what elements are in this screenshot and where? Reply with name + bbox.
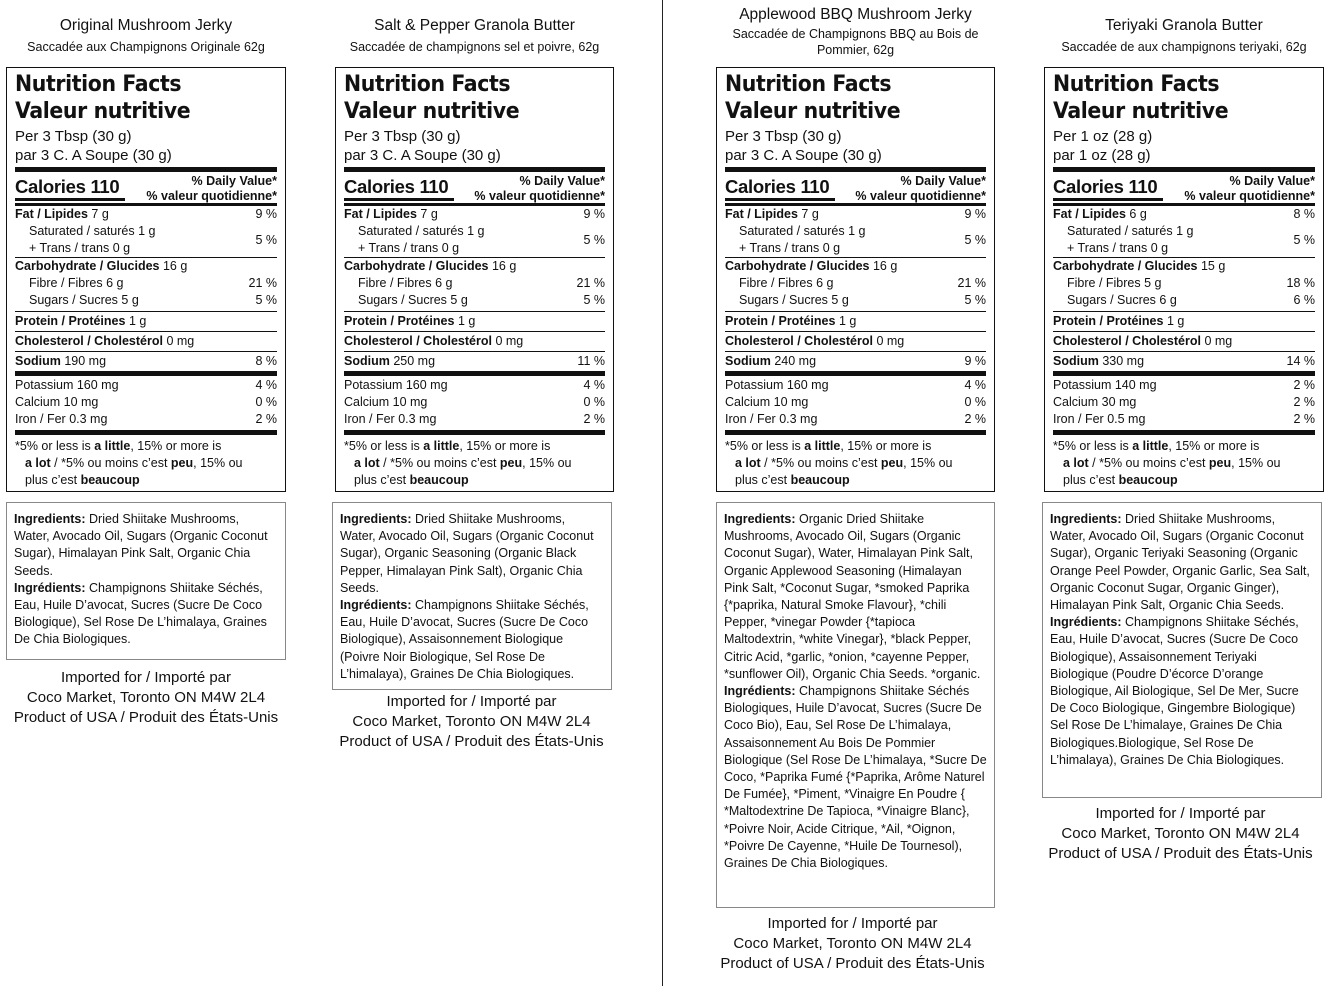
ingredients-box: [1042, 502, 1322, 798]
ingredients-fr: Ingrédients: Champignons Shiitake Séchés, Eau, Huile D’avocat, Sucres (Sucre De Coco Biologique), Sel Rose De L’himalaya, Graines De Chia Biologiques.: [14, 580, 267, 647]
daily-value-header: % Daily Value* % valeur quotidienne*: [1184, 174, 1315, 203]
imported-for-line: Imported for / Importé par: [1095, 805, 1266, 822]
calcium-row: Calcium 10 mg 0 %: [344, 395, 605, 409]
daily-value-footnote: *5% or less is a little, 15% or more is a lot / *5% ou moins c’est peu, 15% ou plus c’est beaucoup: [1053, 439, 1281, 487]
ingredients-en: Ingredients: Dried Shiitake Mushrooms, Water, Avocado Oil, Sugars (Organic Coconut Sugar), Organic Teriyaki Seasoning (Organic Orange Peel Powder, Organic Garlic, Sea Salt, Organic Coconut Sugar, Organic Ginger), Himalayan Pink Salt, Organic Chia Seeds.: [1050, 512, 1310, 613]
calories-row: [15, 172, 277, 202]
ingredients-box: [716, 502, 995, 908]
product-title: Original Mushroom Jerky: [59, 17, 233, 34]
importer-info: [710, 914, 995, 974]
calories-underline: [725, 198, 835, 201]
product-subtitle: Saccadée de champignons sel et poivre, 62g: [349, 40, 600, 54]
daily-value-footnote: *5% or less is a little, 15% or more is a lot / *5% ou moins c’est peu, 15% ou plus c’est beaucoup: [344, 439, 572, 487]
calories-underline: [1053, 198, 1163, 201]
calories-underline: [15, 198, 125, 201]
valeur-nutritive-heading: Valeur nutritive: [344, 99, 520, 124]
protein-row: Protein / Protéines 1 g: [344, 314, 476, 328]
serving-size-en: Per 3 Tbsp (30 g): [15, 128, 132, 145]
sodium-row: Sodium 250 mg 11 %: [344, 354, 605, 368]
sugars-row: Sugars / Sucres 5 g 5 %: [739, 293, 986, 307]
product-subtitle: Saccadée de aux champignons teriyaki, 62g: [1061, 40, 1307, 54]
potassium-row: Potassium 140 mg 2 %: [1053, 378, 1315, 392]
product-title: Applewood BBQ Mushroom Jerky: [739, 6, 972, 23]
fat-row: Fat / Lipides 7 g 9 %: [15, 207, 277, 221]
ingredients-en: Ingredients: Dried Shiitake Mushrooms, Water, Avocado Oil, Sugars (Organic Coconut Sugar), Organic Seasoning (Organic Black Pepper, Himalayan Pink Salt), Organic Chia Seeds.: [340, 512, 594, 595]
thick-rule: [1053, 371, 1315, 376]
calories-value: Calories 110: [725, 176, 830, 197]
imported-for-line: Imported for / Importé par: [767, 915, 938, 932]
fat-row: Fat / Lipides 6 g 8 %: [1053, 207, 1315, 221]
calories-underline: [344, 198, 454, 201]
protein-row: Protein / Protéines 1 g: [725, 314, 857, 328]
sugars-row: Sugars / Sucres 5 g 5 %: [358, 293, 605, 307]
iron-row: Iron / Fer 0.3 mg 2 %: [344, 412, 605, 426]
sodium-row: Sodium 240 mg 9 %: [725, 354, 986, 368]
product-origin-line: Product of USA / Produit des États-Unis: [13, 709, 279, 726]
product-origin-line: Product of USA / Produit des États-Unis: [339, 733, 604, 750]
imported-for-line: Imported for / Importé par: [60, 669, 232, 686]
carb-row: Carbohydrate / Glucides 15 g: [1053, 259, 1226, 273]
imported-for-line: Imported for / Importé par: [386, 693, 557, 710]
fat-row: Fat / Lipides 7 g 9 %: [725, 207, 986, 221]
fibre-row: Fibre / Fibres 6 g 21 %: [739, 276, 986, 290]
product-title: Teriyaki Granola Butter: [1105, 17, 1263, 34]
calories-row: [344, 172, 605, 202]
nutrition-facts-table: [6, 67, 286, 492]
saturated-trans-row: Saturated / saturés 1 g + Trans / trans 0 g 5 %: [29, 224, 277, 255]
iron-row: Iron / Fer 0.3 mg 2 %: [725, 412, 986, 426]
importer-info: [1038, 804, 1323, 864]
nutrition-facts-table: [716, 67, 995, 492]
fibre-row: Fibre / Fibres 6 g 21 %: [358, 276, 605, 290]
daily-value-header: % Daily Value* % valeur quotidienne*: [146, 174, 277, 203]
cholesterol-row: Cholesterol / Cholestérol 0 mg: [1053, 334, 1233, 348]
ingredients-box: [332, 502, 612, 690]
serving-size-fr: par 1 oz (28 g): [1053, 147, 1151, 164]
saturated-trans-row: Saturated / saturés 1 g + Trans / trans 0 g 5 %: [358, 224, 605, 255]
serving-size-en: Per 1 oz (28 g): [1053, 128, 1153, 145]
fibre-row: Fibre / Fibres 6 g 21 %: [29, 276, 277, 290]
potassium-row: Potassium 160 mg 4 %: [725, 378, 986, 392]
fibre-row: Fibre / Fibres 5 g 18 %: [1067, 276, 1315, 290]
serving-size-fr: par 3 C. A Soupe (30 g): [725, 147, 882, 164]
sugars-row: Sugars / Sucres 5 g 5 %: [29, 293, 277, 307]
serving-size-fr: par 3 C. A Soupe (30 g): [344, 147, 501, 164]
cholesterol-row: Cholesterol / Cholestérol 0 mg: [15, 334, 195, 348]
sugars-row: Sugars / Sucres 6 g 6 %: [1067, 293, 1315, 307]
iron-row: Iron / Fer 0.3 mg 2 %: [15, 412, 277, 426]
calories-row: [725, 172, 986, 202]
carb-row: Carbohydrate / Glucides 16 g: [725, 259, 898, 273]
product-title: Salt & Pepper Granola Butter: [374, 17, 575, 34]
valeur-nutritive-heading: Valeur nutritive: [725, 99, 901, 124]
nutrition-facts-table: [335, 67, 614, 492]
protein-row: Protein / Protéines 1 g: [1053, 314, 1185, 328]
thick-rule: [725, 371, 986, 376]
daily-value-footnote: *5% or less is a little, 15% or more is a lot / *5% ou moins c’est peu, 15% ou plus c’est beaucoup: [725, 439, 953, 487]
calcium-row: Calcium 10 mg 0 %: [725, 395, 986, 409]
ingredients-en: Ingredients: Dried Shiitake Mushrooms, Water, Avocado Oil, Sugars (Organic Coconut Sugar), Himalayan Pink Salt, Organic Chia Seeds.: [14, 512, 268, 578]
serving-size-en: Per 3 Tbsp (30 g): [344, 128, 461, 145]
ingredients-fr: Ingrédients: Champignons Shiitake Séchés, Eau, Huile D’avocat, Sucres (Sucre De Coco Biologique), Assaisonnement Biologique (Poivre Noir Biologique, Sel Rose De L’himalaya), Graines De Chia Biologiques.: [340, 598, 589, 681]
ingredients-fr: Ingrédients: Champignons Shiitake Séchés Biologiques, Huile D’avocat, Sucres (Sucre De Coco Bio), Eau, Sel Rose De L’himalaya, Assaisonnement Au Bois De Pommier Biologique (Sel Rose De L’himalaya, *Sucre De Coco, *Paprika Fumé {*Paprika, Arôme Naturel De Fumée}, *Piment, *Vinaigre En Poudre { *Maltodextrine De Tapioca, *Vinaigre Blanc}, *Poivre Noir, Acide Citrique, *Ail, *Oignon, *Poivre De Cayenne, *Huile De Tournesol), Graines De Chia Biologiques.: [724, 684, 987, 871]
fat-row: Fat / Lipides 7 g 9 %: [344, 207, 605, 221]
potassium-row: Potassium 160 mg 4 %: [15, 378, 277, 392]
potassium-row: Potassium 160 mg 4 %: [344, 378, 605, 392]
saturated-trans-row: Saturated / saturés 1 g + Trans / trans 0 g 5 %: [739, 224, 986, 255]
daily-value-footnote: *5% or less is a little, 15% or more is a lot / *5% ou moins c’est peu, 15% ou plus c’est beaucoup: [15, 439, 243, 487]
calories-value: Calories 110: [344, 176, 449, 197]
valeur-nutritive-heading: Valeur nutritive: [1053, 99, 1229, 124]
sodium-row: Sodium 330 mg 14 %: [1053, 354, 1315, 368]
nutrition-facts-heading: Nutrition Facts: [15, 72, 182, 97]
ingredients-fr: Ingrédients: Champignons Shiitake Séchés, Eau, Huile D’avocat, Sucres (Sucre De Coco Biologique), Assaisonnement Teriyaki Biologique (Poudre D’écorce D’orange Biologique, Ail Biologique, Sel De Mer, Sucre De Coco Biologique, Gingembre Biologique) Sel Rose De L’himalaye, Graines De Chia Biologiques.Biologique, Sel Rose De L’himalaya), Graines De Chia Biologiques.: [1050, 615, 1299, 767]
serving-size-fr: par 3 C. A Soupe (30 g): [15, 147, 172, 164]
protein-row: Protein / Protéines 1 g: [15, 314, 147, 328]
thick-rule: [15, 371, 277, 376]
daily-value-header: % Daily Value* % valeur quotidienne*: [855, 174, 986, 203]
product-origin-line: Product of USA / Produit des États-Unis: [720, 955, 985, 972]
calcium-row: Calcium 10 mg 0 %: [15, 395, 277, 409]
carb-row: Carbohydrate / Glucides 16 g: [15, 259, 188, 273]
sodium-row: Sodium 190 mg 8 %: [15, 354, 277, 368]
product-subtitle: Saccadée de Champignons BBQ au Bois de Pommier, 62g: [732, 27, 979, 57]
carb-row: Carbohydrate / Glucides 16 g: [344, 259, 517, 273]
importer-info: [329, 692, 614, 752]
ingredients-en: Ingredients: Organic Dried Shiitake Mushrooms, Avocado Oil, Sugars (Organic Coconut Sugar), Water, Himalayan Pink Salt, Organic Applewood Seasoning (Himalayan Pink Salt, *Coconut Sugar, *smoked Paprika {*paprika, Natural Smoke Flavour}, *chili Pepper, *vinegar Powder {*tapioca Maltodextrin, *white Vinegar}, *black Pepper, Citric Acid, *garlic, *onion, *cayenne Pepper, *sunflower Oil), Organic Chia Seeds. *organic.: [724, 512, 981, 681]
nutrition-facts-table: [1044, 67, 1324, 492]
cholesterol-row: Cholesterol / Cholestérol 0 mg: [725, 334, 905, 348]
nutrition-facts-heading: Nutrition Facts: [725, 72, 892, 97]
importer-address-line: Coco Market, Toronto ON M4W 2L4: [733, 935, 972, 952]
importer-address-line: Coco Market, Toronto ON M4W 2L4: [26, 689, 266, 706]
calcium-row: Calcium 30 mg 2 %: [1053, 395, 1315, 409]
saturated-trans-row: Saturated / saturés 1 g + Trans / trans 0 g 5 %: [1067, 224, 1315, 255]
daily-value-header: % Daily Value* % valeur quotidienne*: [474, 174, 605, 203]
nutrition-facts-heading: Nutrition Facts: [344, 72, 511, 97]
cholesterol-row: Cholesterol / Cholestérol 0 mg: [344, 334, 524, 348]
iron-row: Iron / Fer 0.5 mg 2 %: [1053, 412, 1315, 426]
ingredients-box: [6, 502, 286, 660]
nutrition-facts-heading: Nutrition Facts: [1053, 72, 1220, 97]
product-origin-line: Product of USA / Produit des États-Unis: [1048, 845, 1313, 862]
serving-size-en: Per 3 Tbsp (30 g): [725, 128, 842, 145]
calories-row: [1053, 172, 1315, 202]
valeur-nutritive-heading: Valeur nutritive: [15, 99, 191, 124]
importer-address-line: Coco Market, Toronto ON M4W 2L4: [1061, 825, 1300, 842]
importer-address-line: Coco Market, Toronto ON M4W 2L4: [352, 713, 591, 730]
thick-rule: [344, 371, 605, 376]
calories-value: Calories 110: [1053, 176, 1158, 197]
product-subtitle: Saccadée aux Champignons Originale 62g: [27, 40, 265, 54]
importer-info: [0, 668, 292, 728]
calories-value: Calories 110: [15, 176, 120, 197]
column-divider: [662, 0, 663, 986]
